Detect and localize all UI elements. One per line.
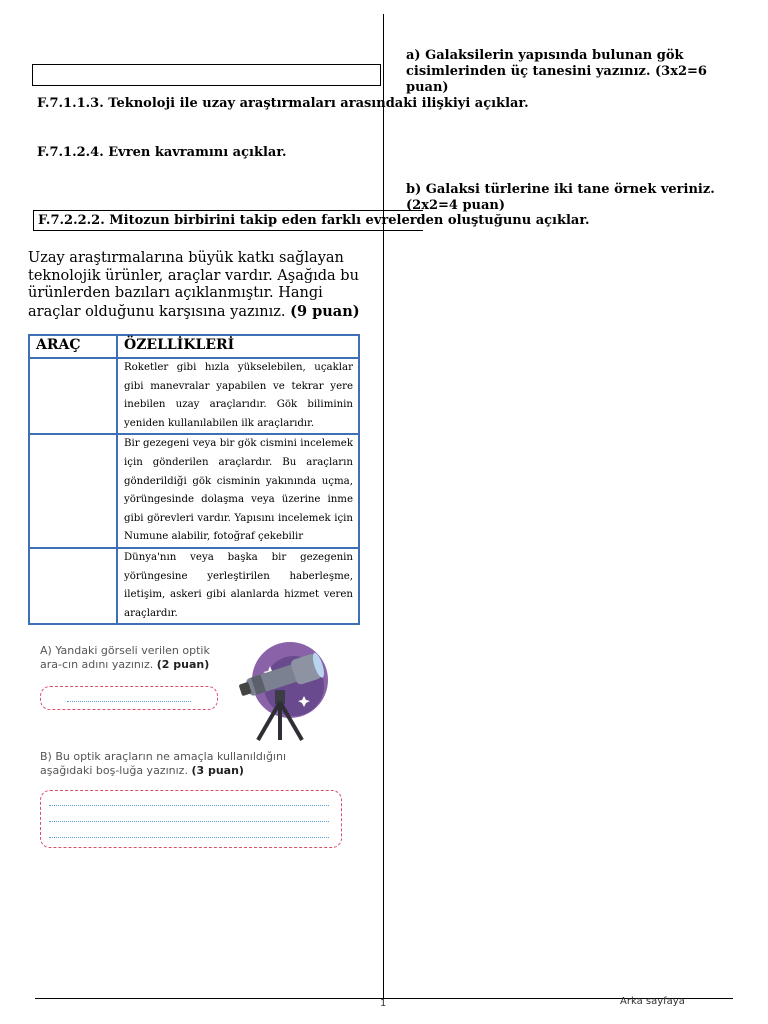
header-tool: ARAÇ bbox=[29, 335, 117, 358]
telescope-question-block bbox=[36, 632, 346, 854]
question-galaxy-types: b) Galaksi türlerine iki tane örnek veriniz. (2x2=4 puan) bbox=[406, 182, 715, 213]
table-row bbox=[29, 548, 359, 624]
dotted-line bbox=[49, 805, 329, 806]
outcome-2: F.7.1.2.4. Evren kavramını açıklar. bbox=[37, 145, 287, 160]
telescope-question-b: B) Bu optik araçların ne amaçla kullanıldığını aşağıdaki boş-luğa yazınız. (3 puan) bbox=[40, 750, 287, 777]
answer-cell-3[interactable] bbox=[29, 548, 117, 624]
top-empty-box bbox=[32, 64, 381, 86]
dotted-line bbox=[67, 701, 191, 702]
description-cell-2: Bir gezegeni veya bir gök cismini incelemek için gönderilen araçlardır. Bu araçların gönderildiği gök cisminin yakınında uçma, yörüngesinde dolaşma veya üzerine inme gibi görevleri vardır. Yapısını incelemek için Numune alabilir, fotoğraf çekebilir bbox=[117, 434, 359, 548]
answer-box-b[interactable] bbox=[40, 790, 342, 848]
answer-cell-2[interactable] bbox=[29, 434, 117, 548]
dotted-line bbox=[49, 821, 329, 822]
table-row bbox=[29, 434, 359, 548]
page-number: 1 bbox=[380, 998, 387, 1009]
space-tools-table bbox=[28, 334, 360, 625]
tools-question-intro bbox=[28, 250, 363, 321]
column-divider bbox=[383, 14, 384, 998]
answer-box-a[interactable] bbox=[40, 686, 218, 710]
description-cell-3: Dünya'nın veya başka bir gezegenin yörüngesine yerleştirilen haberleşme, iletişim, askeri gibi alanlarda hizmet veren araçlardır. bbox=[117, 548, 359, 624]
description-cell-1: Roketler gibi hızla yükselebilen, uçaklar gibi manevralar yapabilen ve tekrar yere inebilen uzay araçlarıdır. Gök biliminin yeniden kullanılabilen ilk araçlarıdır. bbox=[117, 358, 359, 434]
table-header-row bbox=[29, 335, 359, 358]
table-row bbox=[29, 358, 359, 434]
header-features: ÖZELLİKLERİ bbox=[117, 335, 359, 358]
outcome-3: F.7.2.2.2. Mitozun birbirini takip eden farklı evrelerden oluştuğunu açıklar. bbox=[33, 210, 423, 231]
question-galaxy-objects: a) Galaksilerin yapısında bulunan gök cisimlerinden üç tanesini yazınız. (3x2=6 puan) bbox=[406, 48, 707, 95]
telescope-question-a: A) Yandaki görseli verilen optik ara-cın adını yazınız. (2 puan) bbox=[40, 644, 210, 671]
next-page-note: Arka sayfaya bbox=[620, 996, 685, 1007]
intro-points: (9 puan) bbox=[290, 302, 360, 320]
intro-text: Uzay araştırmalarına büyük katkı sağlayan teknolojik ürünler, araçlar vardır. Aşağıda bu ürünlerden bazıları açıklanmıştır. Hangi araçlar olduğunu karşısına yazınız. bbox=[28, 250, 359, 320]
outcome-1: F.7.1.1.3. Teknoloji ile uzay araştırmaları arasındaki ilişkiyi açıklar. bbox=[37, 96, 529, 111]
answer-cell-1[interactable] bbox=[29, 358, 117, 434]
dotted-line bbox=[49, 837, 329, 838]
telescope-icon bbox=[232, 636, 332, 744]
